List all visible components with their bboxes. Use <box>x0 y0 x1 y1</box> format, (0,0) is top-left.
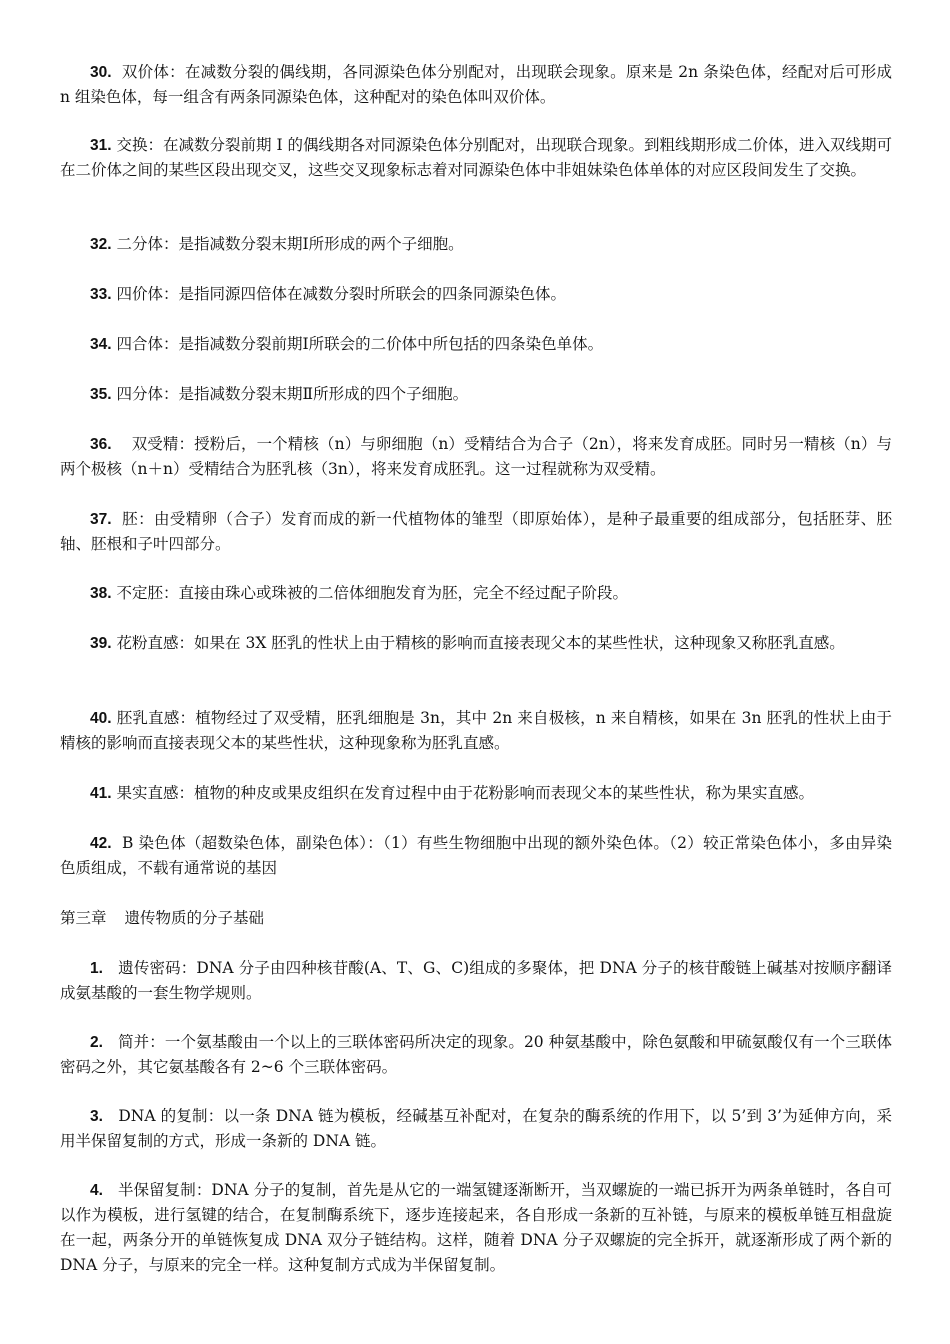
entry-36: 36. 双受精：授粉后，一个精核（n）与卵细胞（n）受精结合为合子（2n），将来发育成胚。同时另一精核（n）与两个极核（n＋n）受精结合为胚乳核（3n），将来发育成胚乳。这一过程就称为双受精。 <box>60 435 892 478</box>
entry-39: 39. 花粉直感：如果在 3X 胚乳的性状上由于精核的影响而直接表现父本的某些性状，这种现象又称胚乳直感。 <box>90 634 845 652</box>
chapter-heading: 第三章 遗传物质的分子基础 <box>60 909 265 927</box>
entry-34: 34. 四合体：是指减数分裂前期Ⅰ所联会的二价体中所包括的四条染色单体。 <box>90 335 604 353</box>
entry-37: 37. 胚：由受精卵（合子）发育而成的新一代植物体的雏型（即原始体），是种子最重要的组成部分，包括胚芽、胚轴、胚根和子叶四部分。 <box>60 510 892 553</box>
entry-30: 30. 双价体：在减数分裂的偶线期，各同源染色体分别配对，出现联会现象。原来是 2n 条染色体，经配对后可形成 n 组染色体，每一组含有两条同源染色体，这种配对的染色体叫双价体。 <box>60 63 892 106</box>
entry-degeneracy: 2. 简并：一个氨基酸由一个以上的三联体密码所决定的现象。20 种氨基酸中，除色氨酸和甲硫氨酸仅有一个三联体密码之外，其它氨基酸各有 2~6 个三联体密码。 <box>60 1033 893 1076</box>
entry-genetic-code: 1. 遗传密码：DNA 分子由四种核苷酸(A、T、G、C)组成的多聚体，把 DNA 分子的核苷酸链上碱基对按顺序翻译成氨基酸的一套生物学规则。 <box>60 959 892 1002</box>
entry-semiconservative: 4. 半保留复制：DNA 分子的复制，首先是从它的一端氢键逐渐断开，当双螺旋的一端已拆开为两条单链时，各自可以作为模板，进行氢键的结合，在复制酶系统下，逐步连接起来，各自形成一条新的互补链，与原来的模板单链互相盘旋在一起，两条分开的单链恢复成 DNA 双分子链结构。这样，随着 DNA 分子双螺旋的完全拆开，就逐渐形成了两个新的 DNA 分子，与原来的完全一样。这种复制方式成为半保留复制。 <box>60 1181 892 1274</box>
entry-35: 35. 四分体：是指减数分裂末期Ⅱ所形成的四个子细胞。 <box>90 385 469 403</box>
entry-31: 31. 交换：在减数分裂前期 I 的偶线期各对同源染色体分别配对，出现联合现象。到粗线期形成二价体，进入双线期可在二价体之间的某些区段出现交叉，这些交叉现象标志着对同源染色体中非姐妹染色体单体的对应区段间发生了交换。 <box>60 136 893 179</box>
entry-41: 41. 果实直感：植物的种皮或果皮组织在发育过程中由于花粉影响而表现父本的某些性状，称为果实直感。 <box>90 784 815 802</box>
entry-dna-replication: 3. DNA 的复制：以一条 DNA 链为模板，经碱基互补配对，在复杂的酶系统的作用下，以 5’到 3’为延伸方向，采用半保留复制的方式，形成一条新的 DNA 链。 <box>60 1107 892 1150</box>
entry-40: 40. 胚乳直感：植物经过了双受精，胚乳细胞是 3n，其中 2n 来自极核，n 来自精核，如果在 3n 胚乳的性状上由于精核的影响而直接表现父本的某些性状，这种现象称为胚乳直感。 <box>60 709 892 752</box>
entry-42: 42. B 染色体（超数染色体，副染色体）：（1）有些生物细胞中出现的额外染色体。（2）较正常染色体小，多由异染色质组成，不载有通常说的基因 <box>60 834 892 877</box>
entry-32: 32. 二分体：是指减数分裂末期Ⅰ所形成的两个子细胞。 <box>90 235 464 253</box>
entry-38: 38. 不定胚：直接由珠心或珠被的二倍体细胞发育为胚，完全不经过配子阶段。 <box>90 584 629 602</box>
entry-33: 33. 四价体：是指同源四倍体在减数分裂时所联会的四条同源染色体。 <box>90 285 567 303</box>
